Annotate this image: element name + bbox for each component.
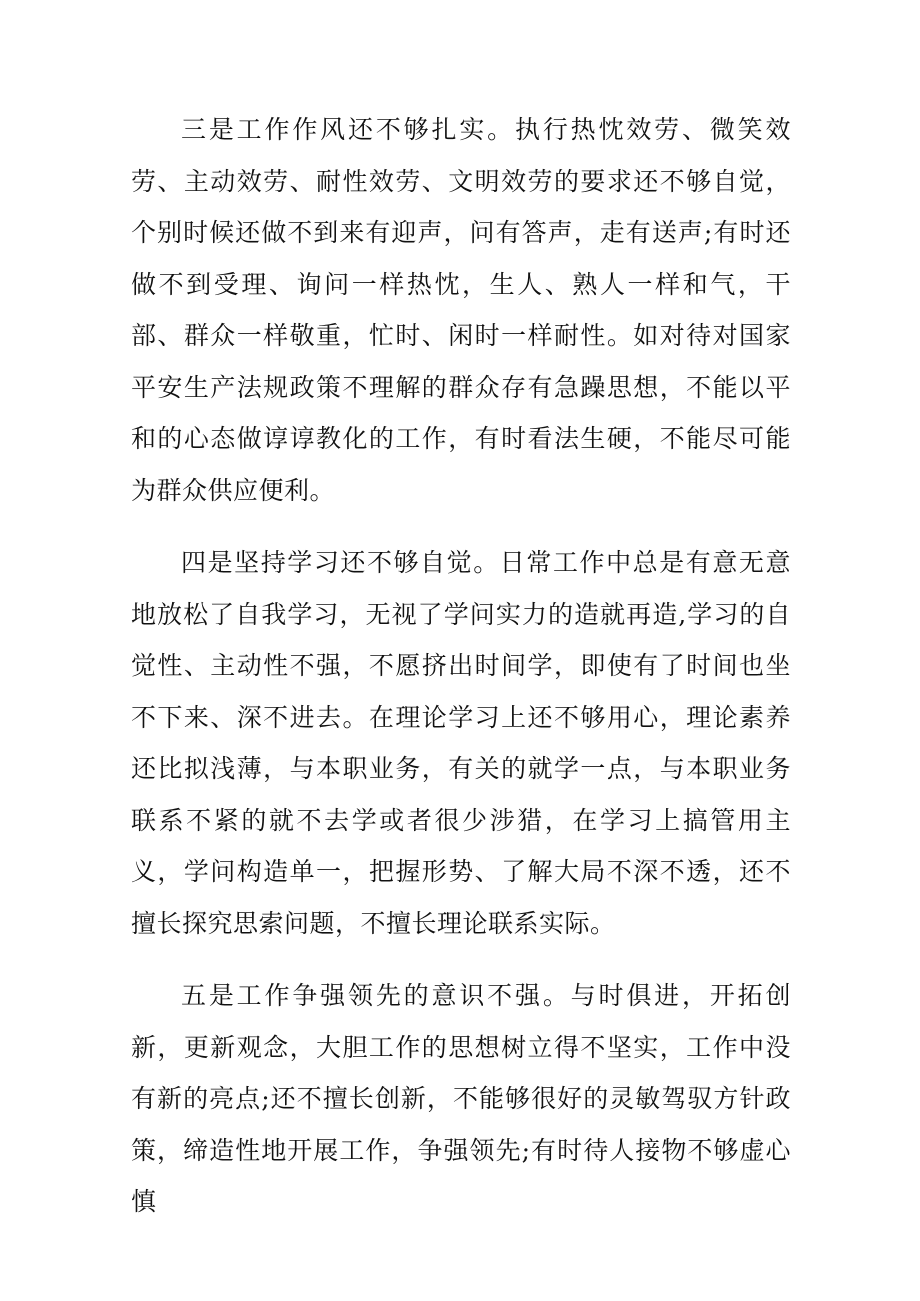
paragraph-study-awareness: 四是坚持学习还不够自觉。日常工作中总是有意无意地放松了自我学习，无视了学问实力的造就再造,学习的自觉性、主动性不强，不愿挤出时间学，即使有了时间也坐不下来、深不进去。在理论学习上还不够用心，理论素养还比拟浅薄，与本职业务，有关的就学一点，与本职业务联系不紧的就不去学或者很少涉猎，在学习上搞管用主义，学问构造单一，把握形势、了解大局不深不透，还不擅长探究思索问题，不擅长理论联系实际。: [131, 548, 791, 938]
paragraph-innovation-awareness: 五是工作争强领先的意识不强。与时俱进，开拓创新，更新观念，大胆工作的思想树立得不坚实，工作中没有新的亮点;还不擅长创新，不能够很好的灵敏驾驭方针政策，缔造性地开展工作，争强领先;有时待人接物不够虚心慎: [131, 981, 791, 1216]
paragraph-work-style: 三是工作作风还不够扎实。执行热忱效劳、微笑效劳、主动效劳、耐性效劳、文明效劳的要求还不够自觉，个别时候还做不到来有迎声，问有答声，走有送声;有时还做不到受理、询问一样热忱，生人、熟人一样和气，干部、群众一样敬重，忙时、闲时一样耐性。如对待对国家平安生产法规政策不理解的群众存有急躁思想，不能以平和的心态做谆谆教化的工作，有时看法生硬，不能尽可能为群众供应便利。: [131, 115, 791, 505]
